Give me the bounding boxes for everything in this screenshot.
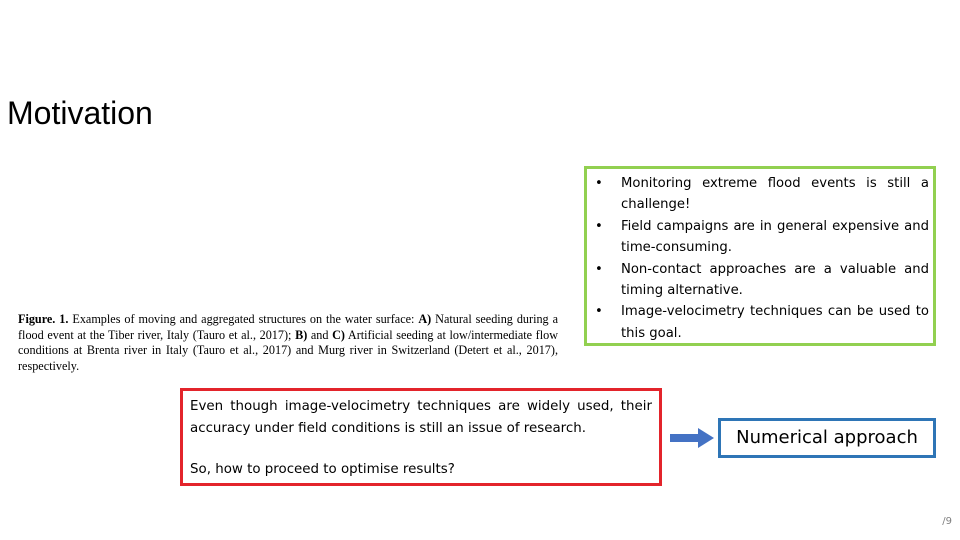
- caption-label: Figure. 1.: [18, 312, 69, 326]
- research-question-box: [180, 388, 662, 486]
- caption-part-3: and: [307, 327, 333, 342]
- numerical-approach-box: Numerical approach: [718, 418, 936, 458]
- bullet-list: [591, 173, 929, 344]
- page-number: /9: [942, 516, 952, 527]
- bullet-item: • Non-contact approaches are a valuable and timing alternative.: [591, 259, 929, 302]
- research-question: So, how to proceed to optimise results?: [190, 462, 455, 478]
- motivation-bullets-box: [584, 166, 936, 346]
- caption-part-2: Natural seeding during a flood event at the Tiber river, Italy (Tauro et al., 2017);: [18, 312, 558, 342]
- slide-title: Motivation: [7, 95, 153, 131]
- research-statement: Even though image-velocimetry techniques are widely used, their accuracy under field conditions is still an issue of research.: [190, 399, 652, 436]
- caption-a-label: A): [418, 312, 432, 326]
- caption-b-label: B): [295, 327, 308, 342]
- caption-c-label: C): [332, 327, 345, 342]
- bullet-item: • Field campaigns are in general expensive and time-consuming.: [591, 216, 929, 259]
- figure-caption: [18, 312, 558, 374]
- caption-part-4: Artificial seeding at low/intermediate flow conditions at Brenta river in Italy (Tauro et al., 2017) and Murg river in Switzerland (Detert et al., 2017), respectively.: [18, 327, 558, 373]
- bullet-item: • Monitoring extreme flood events is still a challenge!: [591, 173, 929, 216]
- right-arrow-icon: [670, 428, 714, 448]
- bullet-item: • Image-velocimetry techniques can be used to this goal.: [591, 301, 929, 344]
- caption-part-1: Examples of moving and aggregated structures on the water surface:: [68, 312, 419, 326]
